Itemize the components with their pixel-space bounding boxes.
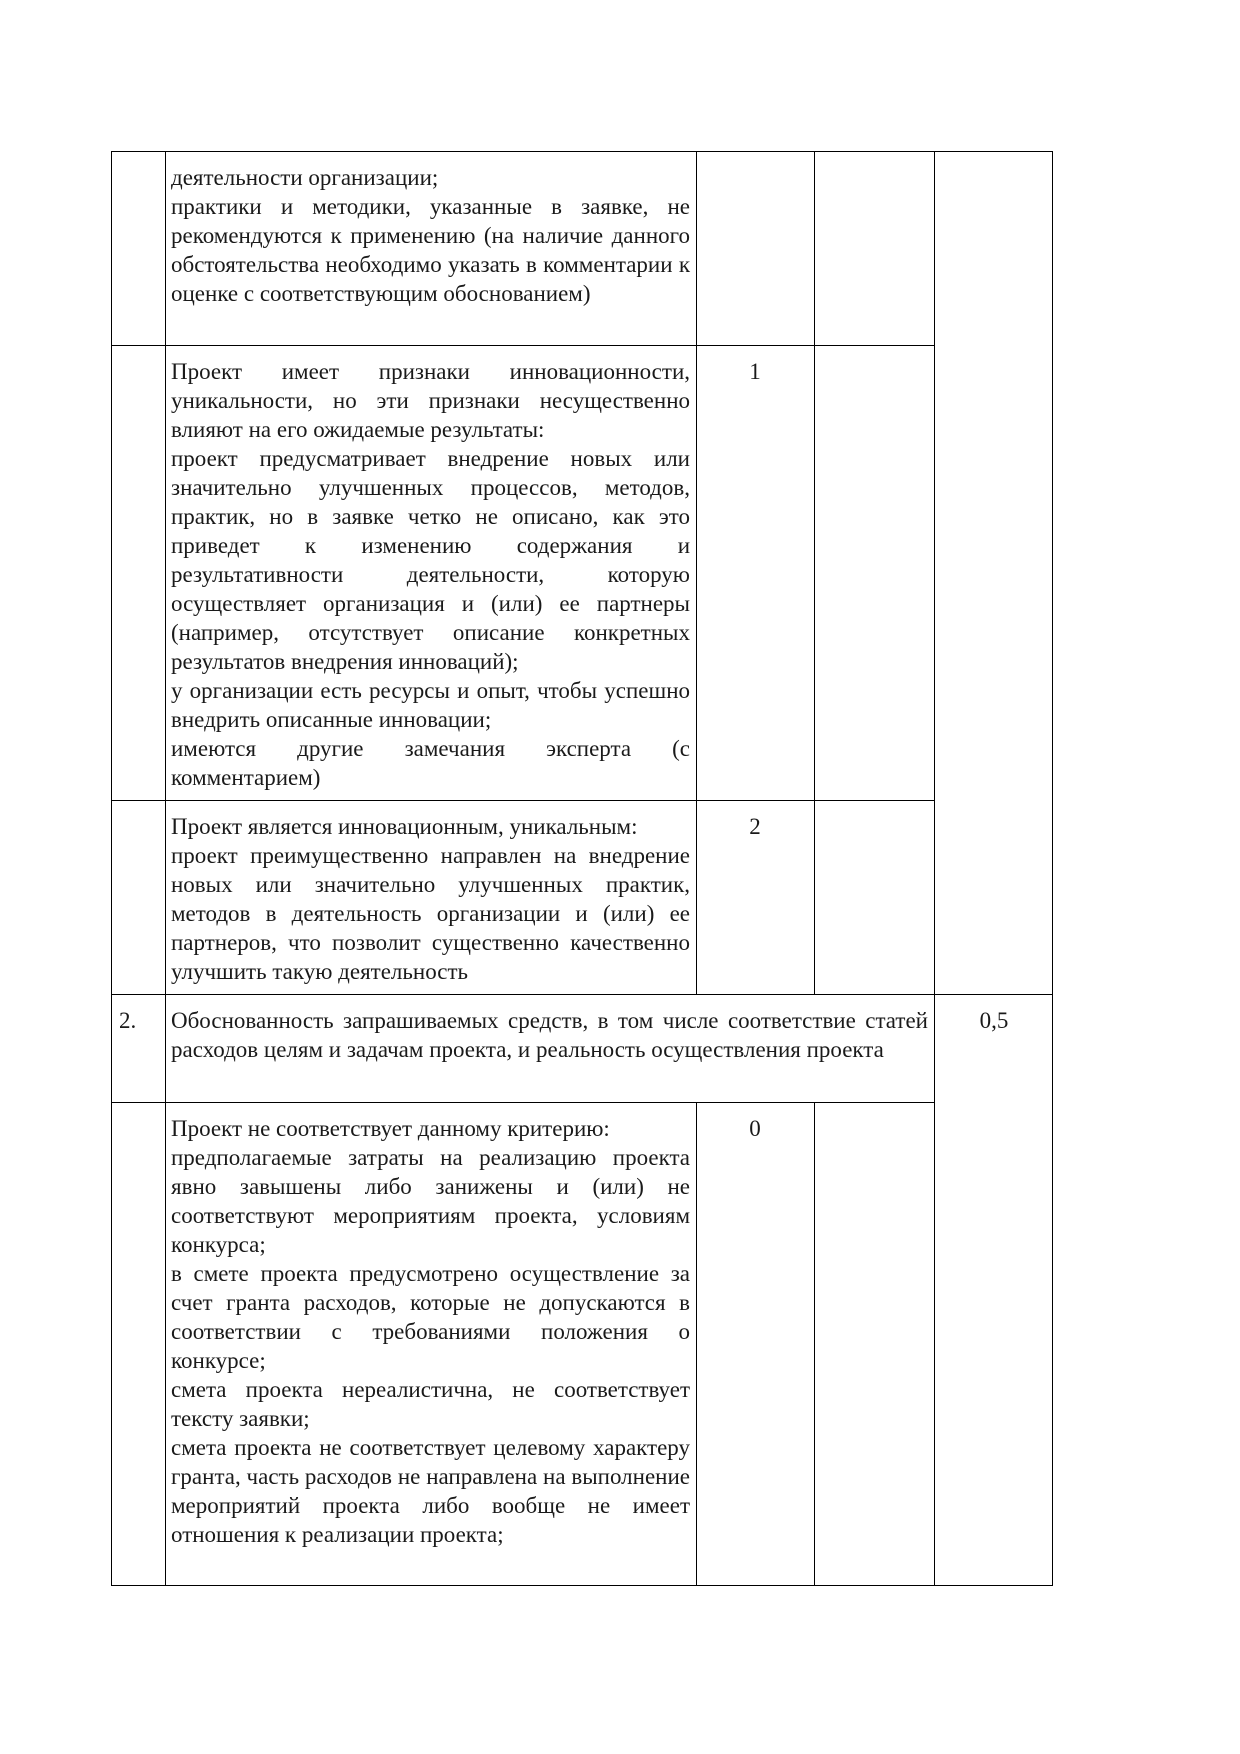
row4-score: 0 xyxy=(749,1116,761,1141)
row2-criterion-text xyxy=(171,357,690,792)
row2-line-4: имеются другие замечания эксперта (с комментарием) xyxy=(171,736,690,790)
col-divider-text-top xyxy=(696,151,697,995)
col-divider-score-bottom xyxy=(814,1102,815,1586)
row-divider-3 xyxy=(111,994,1053,995)
row2-line-2: проект предусматривает внедрение новых или значительно улучшенных процессов, методов, практик, но в заявке четко не описано, как это приведет к изменению содержания и результативности деятельности, которую осуществляет организация и (или) ее партнеры (например, отсутствует описание конкретных результатов внедрения инноваций); xyxy=(171,446,690,674)
row3-score: 2 xyxy=(749,814,761,839)
row4-line-2: предполагаемые затраты на реализацию проекта явно завышены либо занижены и (или) не соответствуют мероприятиям проекта, условиям конкурса; xyxy=(171,1145,690,1257)
row4-criterion-text xyxy=(171,1114,690,1549)
row-divider-4 xyxy=(111,1102,935,1103)
row3-criterion-text xyxy=(171,812,690,986)
row1-line-2: практики и методики, указанные в заявке, не рекомендуются к применению (на наличие данного обстоятельства необходимо указать в комментарии к оценке с соответствующим обоснованием) xyxy=(171,194,690,306)
col-divider-weight xyxy=(934,151,935,1586)
col-divider-text-bottom xyxy=(696,1102,697,1586)
criterion2-weight: 0,5 xyxy=(979,1008,1009,1033)
table-top-border xyxy=(111,151,1053,152)
criterion2-number: 2. xyxy=(119,1008,137,1033)
table-left-border xyxy=(111,151,112,1586)
row4-line-5: смета проекта не соответствует целевому характеру гранта, часть расходов не направлена на выполнение мероприятий проекта либо вообще не имеет отношения к реализации проекта; xyxy=(171,1435,690,1547)
criterion2-title: Обоснованность запрашиваемых средств, в том числе соответствие статей расходов целям и задачам проекта, и реальность осуществления проекта xyxy=(171,1008,928,1062)
row4-line-4: смета проекта нереалистична, не соответствует тексту заявки; xyxy=(171,1377,690,1431)
row2-line-1: Проект имеет признаки инновационности, уникальности, но эти признаки несущественно влияют на его ожидаемые результаты: xyxy=(171,359,690,442)
col-divider-score-top xyxy=(814,151,815,995)
row-divider-2 xyxy=(111,800,935,801)
row-divider-1 xyxy=(111,345,935,346)
row2-line-3: у организации есть ресурсы и опыт, чтобы успешно внедрить описанные инновации; xyxy=(171,678,690,732)
row3-line-2: проект преимущественно направлен на внедрение новых или значительно улучшенных практик, методов в деятельность организации и (или) ее партнеров, что позволит существенно качественно улучшить такую деятельность xyxy=(171,843,690,984)
table-bottom-border xyxy=(111,1585,1053,1586)
table-right-border xyxy=(1052,151,1053,1586)
row1-line-1: деятельности организации; xyxy=(171,165,439,190)
col-divider-num xyxy=(165,151,166,1586)
row3-line-1: Проект является инновационным, уникальным: xyxy=(171,814,638,839)
row2-score: 1 xyxy=(749,359,761,384)
row1-criterion-text xyxy=(171,163,690,308)
row4-line-1: Проект не соответствует данному критерию: xyxy=(171,1116,610,1141)
row4-line-3: в смете проекта предусмотрено осуществление за счет гранта расходов, которые не допускаются в соответствии с требованиями положения о конкурсе; xyxy=(171,1261,690,1373)
